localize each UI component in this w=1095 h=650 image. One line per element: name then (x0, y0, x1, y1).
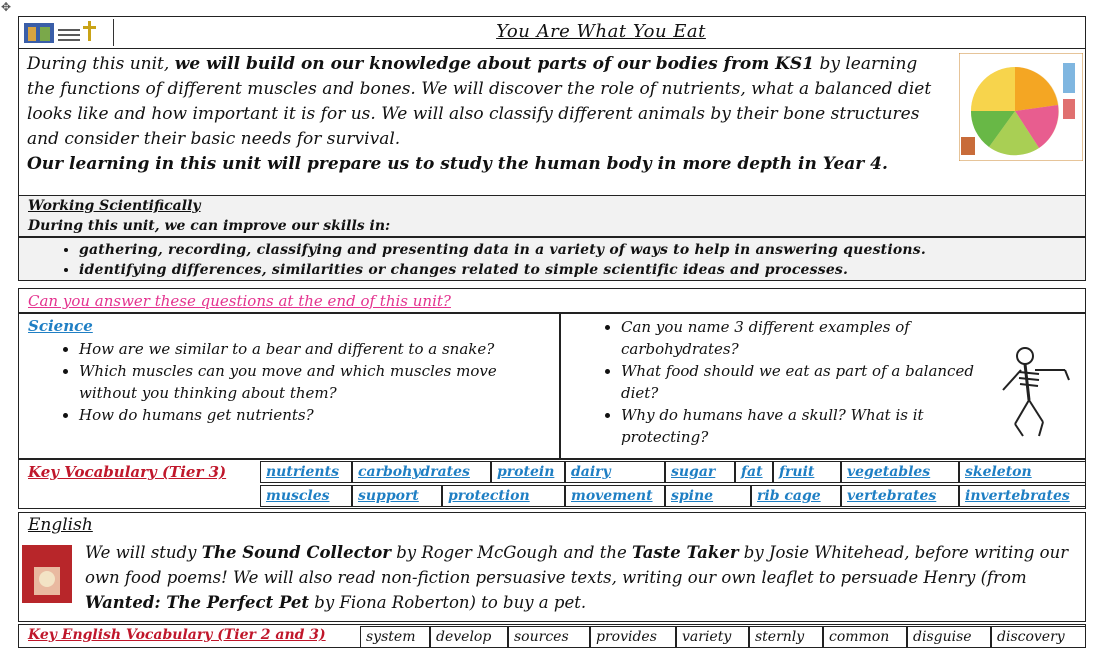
questions-heading-box (18, 288, 1086, 313)
vocab-word: support (352, 485, 442, 507)
vocab-word: spine (665, 485, 751, 507)
english-vocab-word: discovery (991, 626, 1086, 648)
english-vocab-word: disguise (907, 626, 991, 648)
question-item: • How are we similar to a bear and different to a snake? (79, 338, 539, 360)
vocab-word: vegetables (841, 461, 959, 483)
knowledge-organiser (18, 14, 1086, 648)
science-questions-right (560, 313, 1086, 459)
move-handle-icon[interactable]: ✥ (1, 0, 12, 14)
science-question-list-right (561, 316, 981, 448)
key-vocabulary-box (18, 459, 1086, 509)
vocab-word: carbohydrates (352, 461, 491, 483)
vocab-word: invertebrates (959, 485, 1086, 507)
intro-bold1: we will build on our knowledge about parts of our bodies from KS1 (174, 54, 815, 74)
school-logo (22, 19, 96, 47)
vocab-word: dairy (565, 461, 665, 483)
eng-t4: by Fiona Roberton) to buy a pet. (309, 593, 587, 612)
english-vocab-word: provides (590, 626, 676, 648)
vocab-word: protection (442, 485, 565, 507)
english-vocab-word: common (823, 626, 907, 648)
eng-t3: by Josie Whitehead, before writing our own food poems! We will also read non-fiction persuasive texts, writing our own leaflet to persuade Henry (from (85, 543, 1069, 587)
question-item: • How do humans get nutrients? (79, 404, 539, 426)
header (18, 16, 1086, 49)
english-section (18, 512, 1086, 622)
intro-part1: During this unit, (27, 54, 175, 74)
working-scientifically-header (18, 195, 1086, 237)
vocab-word: muscles (260, 485, 352, 507)
questions-heading: Can you answer these questions at the end of this unit? (28, 292, 451, 310)
english-text (85, 540, 1075, 615)
skill-item: • gathering, recording, classifying and presenting data in a variety of ways to help in answering questions. (79, 240, 926, 260)
vocab-word: protein (491, 461, 565, 483)
vocab-word: sugar (665, 461, 735, 483)
key-english-vocab-title: Key English Vocabulary (Tier 2 and 3) (28, 627, 326, 643)
vocab-word: skeleton (959, 461, 1086, 483)
science-question-list (19, 338, 539, 426)
vocab-word: movement (565, 485, 665, 507)
skills-list-box (18, 237, 1086, 281)
skeleton-image (995, 344, 1075, 440)
vocab-word: vertebrates (841, 485, 959, 507)
logo-divider (113, 19, 114, 46)
science-questions-left (18, 313, 560, 459)
intro-text (27, 52, 947, 177)
skill-item: • identifying differences, similarities or changes related to simple scientific ideas and processes. (79, 260, 926, 280)
vocab-word: nutrients (260, 461, 352, 483)
vocab-word: rib cage (751, 485, 841, 507)
skills-list (19, 240, 926, 280)
english-vocab-word: develop (430, 626, 508, 648)
intro-section (18, 48, 1086, 196)
eng-t2: by Roger McGough and the (390, 543, 632, 562)
eng-b3: Wanted: The Perfect Pet (85, 593, 310, 612)
vocab-word: fat (735, 461, 773, 483)
question-item: • Can you name 3 different examples of carbohydrates? (621, 316, 981, 360)
english-vocab-word: sternly (749, 626, 823, 648)
key-english-vocab-box (18, 624, 1086, 648)
science-title: Science (28, 317, 93, 335)
english-vocab-word: system (360, 626, 430, 648)
english-vocab-word: variety (676, 626, 749, 648)
question-item: • Why do humans have a skull? What is it protecting? (621, 404, 981, 448)
eng-t1: We will study (85, 543, 202, 562)
page-title: You Are What You Eat (496, 21, 706, 42)
wanted-book-cover-image (22, 545, 72, 603)
ws-subtitle: During this unit, we can improve our skills in: (28, 218, 391, 234)
eatwell-plate-image (959, 53, 1083, 161)
intro-part2: by learning the functions of different muscles and bones. We will discover the role of nutrients, what a balanced diet looks like and how important it is for us. We will also classify different animals by their bone structures and consider their basic needs for survival. (27, 54, 932, 149)
vocab-title: Key Vocabulary (Tier 3) (28, 463, 227, 481)
eng-b2: Taste Taker (632, 543, 739, 562)
question-item: • Which muscles can you move and which muscles move without you thinking about them? (79, 360, 539, 404)
english-title: English (28, 515, 93, 535)
intro-bold2: Our learning in this unit will prepare us to study the human body in more depth in Year 4. (27, 154, 888, 174)
vocab-word: fruit (773, 461, 841, 483)
question-item: • What food should we eat as part of a balanced diet? (621, 360, 981, 404)
eng-b1: The Sound Collector (201, 543, 391, 562)
ws-title: Working Scientifically (28, 198, 201, 214)
english-vocab-word: sources (508, 626, 590, 648)
